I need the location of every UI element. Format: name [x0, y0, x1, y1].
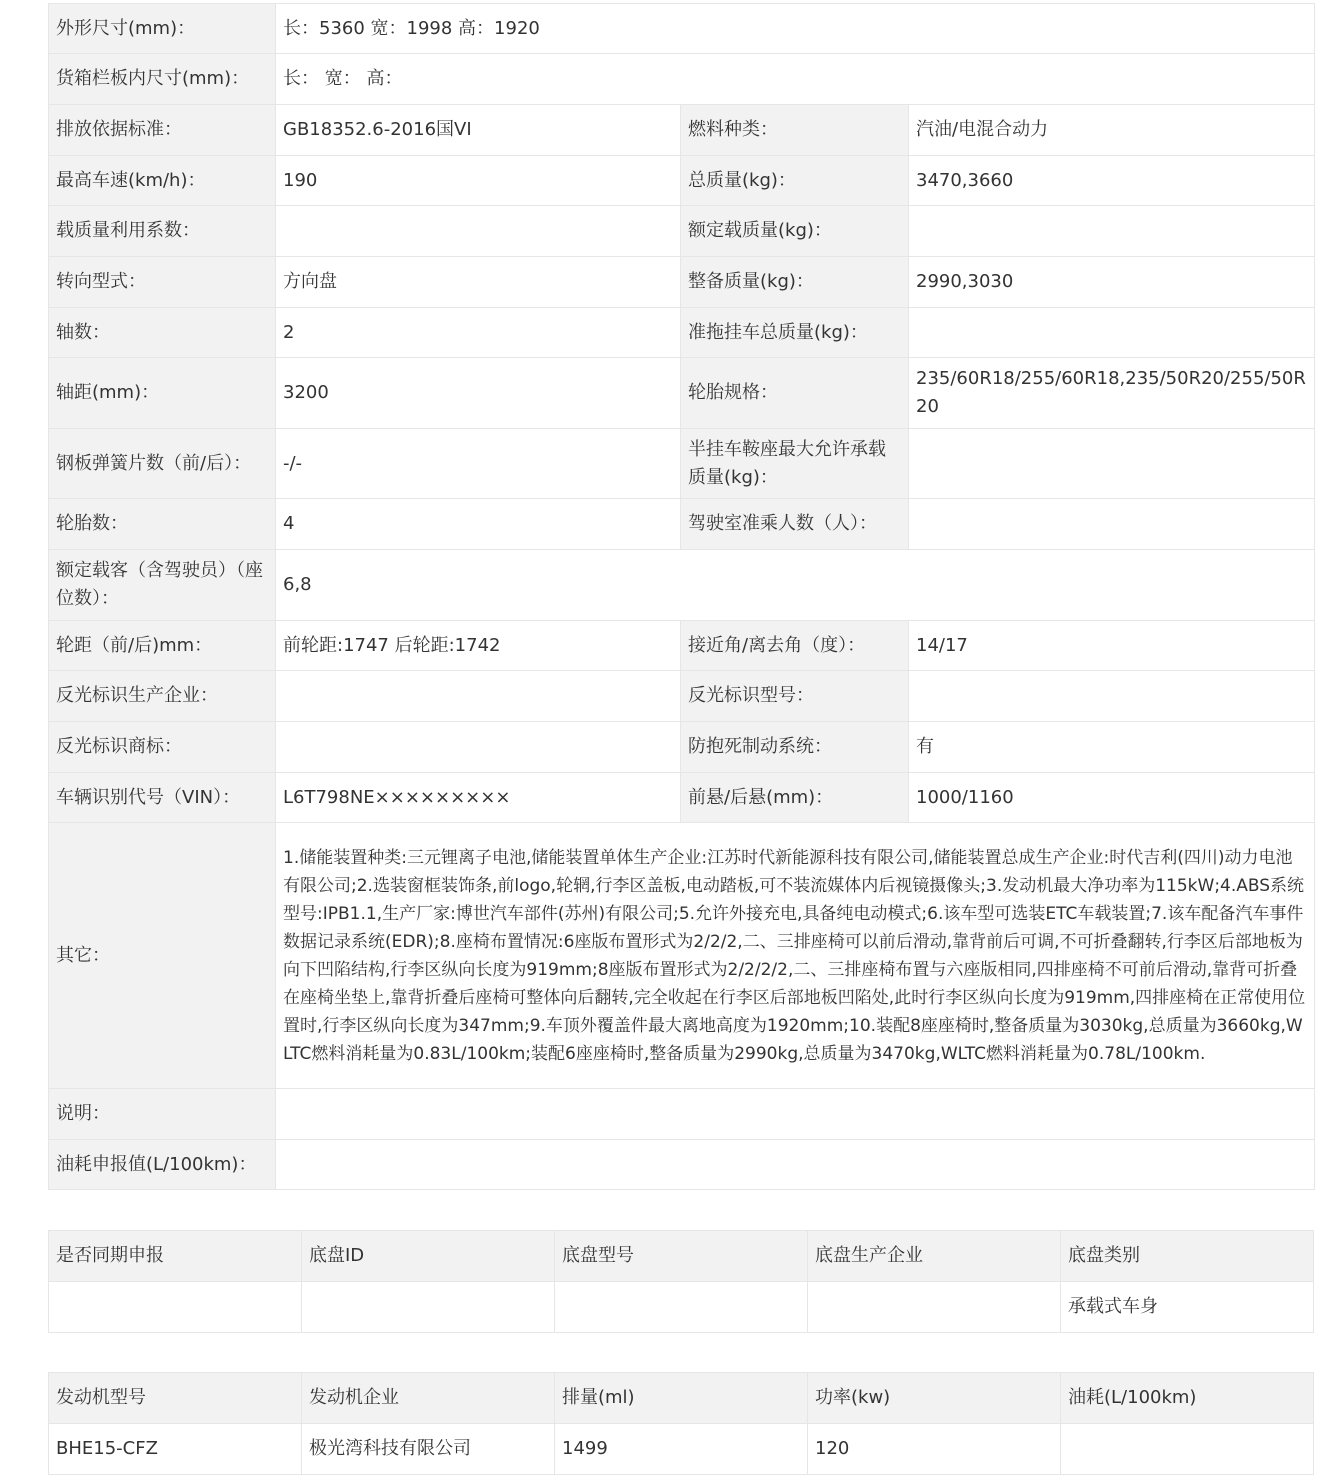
- seats-value: 6,8: [276, 550, 1315, 621]
- chassis-maker-value: [808, 1282, 1061, 1333]
- trailer-mass-value: [909, 308, 1315, 358]
- note-label: 说明：: [49, 1089, 276, 1140]
- engine-header-maker: 发动机企业: [302, 1373, 555, 1424]
- fuel-type-label: 燃料种类：: [681, 105, 909, 156]
- reflector-model-value: [909, 671, 1315, 722]
- fuel-declared-label: 油耗申报值(L/100km)：: [49, 1140, 276, 1190]
- other-label: 其它：: [49, 823, 276, 1089]
- load-factor-label: 载质量利用系数：: [49, 206, 276, 257]
- note-value: [276, 1089, 1315, 1140]
- row-outer-size: [49, 4, 1315, 54]
- rated-load-label: 额定载质量(kg)：: [681, 206, 909, 257]
- leaf-springs-value: -/-: [276, 429, 681, 499]
- axles-value: 2: [276, 308, 681, 358]
- reflector-model-label: 反光标识型号：: [681, 671, 909, 722]
- axles-label: 轴数：: [49, 308, 276, 358]
- vin-label: 车辆识别代号（VIN）：: [49, 773, 276, 823]
- abs-value: 有: [909, 722, 1315, 773]
- row-load-factor: [49, 206, 1315, 257]
- engine-displacement-value: 1499: [555, 1424, 808, 1475]
- overhang-label: 前悬/后悬(mm)：: [681, 773, 909, 823]
- emission-label: 排放依据标准：: [49, 105, 276, 156]
- total-mass-label: 总质量(kg)：: [681, 156, 909, 206]
- chassis-header-declared: 是否同期申报: [49, 1231, 302, 1282]
- chassis-type-value: 承载式车身: [1061, 1282, 1314, 1333]
- engine-model-value: BHE15-CFZ: [49, 1424, 302, 1475]
- curb-mass-label: 整备质量(kg)：: [681, 257, 909, 308]
- steering-value: 方向盘: [276, 257, 681, 308]
- row-other: [49, 823, 1315, 1089]
- angles-value: 14/17: [909, 621, 1315, 671]
- curb-mass-value: 2990,3030: [909, 257, 1315, 308]
- chassis-id-value: [302, 1282, 555, 1333]
- engine-table: [48, 1372, 1314, 1475]
- leaf-springs-label: 钢板弹簧片数（前/后）：: [49, 429, 276, 499]
- row-leaf-springs: [49, 429, 1315, 499]
- chassis-declared-value: [49, 1282, 302, 1333]
- engine-maker-value: 极光湾科技有限公司: [302, 1424, 555, 1475]
- spec-table: [48, 3, 1315, 1190]
- row-track: [49, 621, 1315, 671]
- tire-spec-value: 235/60R18/255/60R18,235/50R20/255/50R20: [909, 358, 1315, 429]
- row-axles: [49, 308, 1315, 358]
- engine-header-model: 发动机型号: [49, 1373, 302, 1424]
- saddle-load-value: [909, 429, 1315, 499]
- engine-header-row: [49, 1373, 1314, 1424]
- engine-header-fuel: 油耗(L/100km): [1061, 1373, 1314, 1424]
- row-note: [49, 1089, 1315, 1140]
- row-cargo-size: [49, 54, 1315, 105]
- trailer-mass-label: 准拖挂车总质量(kg)：: [681, 308, 909, 358]
- emission-value: GB18352.6-2016国VI: [276, 105, 681, 156]
- chassis-header-type: 底盘类别: [1061, 1231, 1314, 1282]
- outer-size-label: 外形尺寸(mm)：: [49, 4, 276, 54]
- angles-label: 接近角/离去角（度）：: [681, 621, 909, 671]
- steering-label: 转向型式：: [49, 257, 276, 308]
- wheelbase-value: 3200: [276, 358, 681, 429]
- max-speed-label: 最高车速(km/h)：: [49, 156, 276, 206]
- abs-label: 防抱死制动系统：: [681, 722, 909, 773]
- row-vin: [49, 773, 1315, 823]
- row-max-speed: [49, 156, 1315, 206]
- cab-passengers-value: [909, 499, 1315, 550]
- rated-load-value: [909, 206, 1315, 257]
- chassis-table: [48, 1230, 1314, 1333]
- row-fuel-declared: [49, 1140, 1315, 1190]
- overhang-value: 1000/1160: [909, 773, 1315, 823]
- max-speed-value: 190: [276, 156, 681, 206]
- total-mass-value: 3470,3660: [909, 156, 1315, 206]
- other-value: 1.储能装置种类:三元锂离子电池,储能装置单体生产企业:江苏时代新能源科技有限公司,储能装置总成生产企业:时代吉利(四川)动力电池有限公司;2.选装窗框装饰条,前logo,轮辋,行李区盖板,电动踏板,可不装流媒体内后视镜摄像头;3.发动机最大净功率为115kW;4.ABS系统型号:IPB1.1,生产厂家:博世汽车部件(苏州)有限公司;5.允许外接充电,具备纯电动模式;6.该车型可选装ETC车载装置;7.该车配备汽车事件数据记录系统(EDR);8.座椅布置情况:6座版布置形式为2/2/2,二、三排座椅可以前后滑动,靠背前后可调,不可折叠翻转,行李区后部地板为向下凹陷结构,行李区纵向长度为919mm;8座版布置形式为2/2/2/2,二、三排座椅布置与六座版相同,四排座椅不可前后滑动,靠背可折叠在座椅坐垫上,靠背折叠后座椅可整体向后翻转,完全收起在行李区后部地板凹陷处,此时行李区纵向长度为919mm,四排座椅在正常使用位置时,行李区纵向长度为347mm;9.车顶外覆盖件最大离地高度为1920mm;10.装配8座座椅时,整备质量为3030kg,总质量为3660kg,WLTC燃料消耗量为0.83L/100km;装配6座座椅时,整备质量为2990kg,总质量为3470kg,WLTC燃料消耗量为0.78L/100km.: [276, 823, 1315, 1089]
- row-emission: [49, 105, 1315, 156]
- outer-size-value: 长：5360 宽：1998 高：1920: [276, 4, 1315, 54]
- row-seats: [49, 550, 1315, 621]
- row-tire-count: [49, 499, 1315, 550]
- vin-value: L6T798NE×××××××××: [276, 773, 681, 823]
- engine-data-row: [49, 1424, 1314, 1475]
- tire-count-value: 4: [276, 499, 681, 550]
- seats-label: 额定载客（含驾驶员）（座位数）：: [49, 550, 276, 621]
- wheelbase-label: 轴距(mm)：: [49, 358, 276, 429]
- track-label: 轮距（前/后)mm：: [49, 621, 276, 671]
- engine-power-value: 120: [808, 1424, 1061, 1475]
- chassis-header-row: [49, 1231, 1314, 1282]
- track-value: 前轮距:1747 后轮距:1742: [276, 621, 681, 671]
- chassis-header-id: 底盘ID: [302, 1231, 555, 1282]
- fuel-declared-value: [276, 1140, 1315, 1190]
- row-reflector-maker: [49, 671, 1315, 722]
- tire-spec-label: 轮胎规格：: [681, 358, 909, 429]
- cargo-size-value: 长： 宽： 高：: [276, 54, 1315, 105]
- chassis-model-value: [555, 1282, 808, 1333]
- saddle-load-label: 半挂车鞍座最大允许承载质量(kg)：: [681, 429, 909, 499]
- engine-header-power: 功率(kw): [808, 1373, 1061, 1424]
- cab-passengers-label: 驾驶室准乘人数（人）：: [681, 499, 909, 550]
- reflector-maker-value: [276, 671, 681, 722]
- engine-fuel-value: [1061, 1424, 1314, 1475]
- cargo-size-label: 货箱栏板内尺寸(mm)：: [49, 54, 276, 105]
- engine-header-displacement: 排量(ml): [555, 1373, 808, 1424]
- chassis-header-maker: 底盘生产企业: [808, 1231, 1061, 1282]
- fuel-type-value: 汽油/电混合动力: [909, 105, 1315, 156]
- chassis-data-row: [49, 1282, 1314, 1333]
- row-wheelbase: [49, 358, 1315, 429]
- tire-count-label: 轮胎数：: [49, 499, 276, 550]
- row-reflector-brand: [49, 722, 1315, 773]
- reflector-maker-label: 反光标识生产企业：: [49, 671, 276, 722]
- reflector-brand-label: 反光标识商标：: [49, 722, 276, 773]
- row-steering: [49, 257, 1315, 308]
- chassis-header-model: 底盘型号: [555, 1231, 808, 1282]
- reflector-brand-value: [276, 722, 681, 773]
- load-factor-value: [276, 206, 681, 257]
